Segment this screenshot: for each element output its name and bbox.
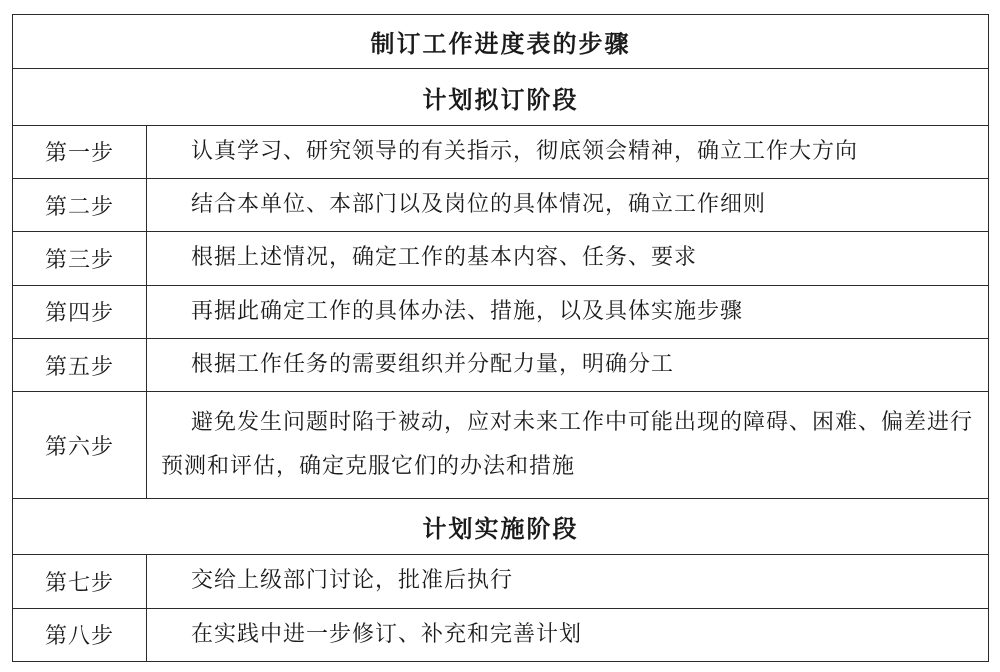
step-description-text: 根据工作任务的需要组织并分配力量，明确分工 (191, 352, 675, 378)
step-description-text: 认真学习、研究领导的有关指示，彻底领会精神，确立工作大方向 (191, 138, 859, 164)
step-description (147, 338, 989, 391)
step-description-text: 再据此确定工作的具体办法、措施，以及具体实施步骤 (191, 298, 744, 324)
step-description-text: 在实践中进一步修订、补充和完善计划 (191, 621, 583, 647)
step-description (147, 555, 989, 608)
step-label: 第四步 (13, 285, 147, 338)
section-heading-planning: 计划拟订阶段 (13, 69, 989, 125)
step-description (147, 125, 989, 178)
step-description-text: 结合本单位、本部门以及岗位的具体情况，确立工作细则 (191, 192, 767, 218)
step-description-text: 交给上级部门讨论，批准后执行 (191, 568, 514, 594)
section-row-implementation (13, 498, 989, 554)
step-label: 第六步 (13, 392, 147, 499)
step-label: 第八步 (13, 608, 147, 661)
section-row-planning (13, 69, 989, 125)
table-row (13, 338, 989, 391)
title-row (13, 15, 989, 69)
section-heading-implementation: 计划实施阶段 (13, 498, 989, 554)
step-label: 第七步 (13, 555, 147, 608)
table-row (13, 285, 989, 338)
steps-table (12, 14, 989, 662)
table-row (13, 392, 989, 499)
step-label: 第五步 (13, 338, 147, 391)
step-label: 第一步 (13, 125, 147, 178)
step-description-text: 根据上述情况，确定工作的基本内容、任务、要求 (191, 245, 698, 271)
step-description (147, 608, 989, 661)
table-row (13, 179, 989, 232)
step-description (147, 179, 989, 232)
table-row (13, 232, 989, 285)
table-row (13, 555, 989, 608)
step-label: 第二步 (13, 179, 147, 232)
table-row (13, 608, 989, 661)
step-description (147, 392, 989, 499)
step-description (147, 232, 989, 285)
table-row (13, 125, 989, 178)
step-description (147, 285, 989, 338)
step-description-text: 避免发生问题时陷于被动，应对未来工作中可能出现的障碍、困难、偏差进行预测和评估，确定克服它们的办法和措施 (161, 410, 974, 480)
table-title: 制订工作进度表的步骤 (13, 15, 989, 69)
step-label: 第三步 (13, 232, 147, 285)
